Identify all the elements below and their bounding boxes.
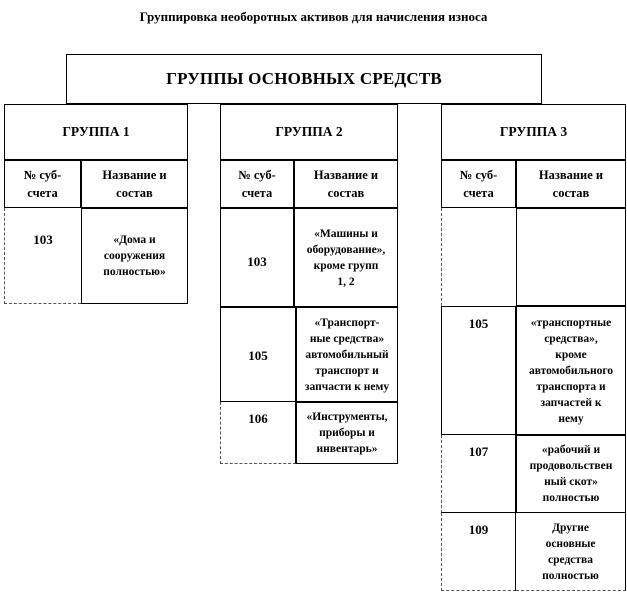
group-3-row-1-name [516,208,626,306]
group-1-subaccount-header: № суб- счета [4,160,81,208]
group-2-subaccount-header: № суб- счета [220,160,294,208]
group-1-row-1-name: «Дома и сооружения полностью» [81,208,188,304]
group-3-row-3-num: 107 [468,444,489,459]
group-3-name-header: Название и состав [516,160,626,208]
group-1-row-1-num-cell [4,208,81,304]
group-2-header [220,104,398,160]
group-2-row-2-num-cell [220,307,296,402]
group-3-row-4-num: 109 [468,522,489,537]
group-2-title: ГРУППА 2 [275,124,343,139]
group-2-row-1-num: 103 [247,254,267,269]
group-3-row-2-num-cell [441,306,516,435]
group-3-row-2-name: «транспортные средства», кроме автомобильного транспорта и запчастей к нему [516,306,626,435]
group-2-row-3-num: 106 [248,411,268,426]
group-2-row-3-num-cell [220,402,296,464]
group-2-name-header: Название и состав [294,160,398,208]
group-1-header [4,104,188,160]
group-1-row-1-num: 103 [33,232,53,247]
group-1-name-header: Название и состав [81,160,188,208]
group-3-header [441,104,626,160]
main-title-box [66,54,542,104]
group-3-row-4-num-cell [441,513,516,591]
main-title: ГРУППЫ ОСНОВНЫХ СРЕДСТВ [166,69,442,88]
group-3-title: ГРУППА 3 [499,124,568,139]
group-2-row-2-num: 105 [248,348,268,363]
group-1-title: ГРУППА 1 [62,124,130,139]
group-3-row-4-name: Другие основные средства полностью [516,513,626,591]
diagram-caption: Группировка необоротных активов для начисления износа [139,9,488,24]
group-3-row-3-num-cell [441,435,516,513]
group-2-row-3-name: «Инструменты, приборы и инвентарь» [296,402,398,464]
group-2-row-1-num-cell [220,208,294,307]
group-3-row-2-num: 105 [468,316,489,331]
group-3-row-1-num-cell [441,208,516,306]
group-3-subaccount-header: № суб- счета [441,160,516,208]
group-3-row-3-name: «рабочий и продовольствен ный скот» полностью [516,435,626,513]
group-2-row-2-name: «Транспорт- ные средства» автомобильный транспорт и запчасти к нему [296,307,398,402]
group-2-row-1-name: «Машины и оборудование», кроме групп 1, 2 [294,208,398,307]
